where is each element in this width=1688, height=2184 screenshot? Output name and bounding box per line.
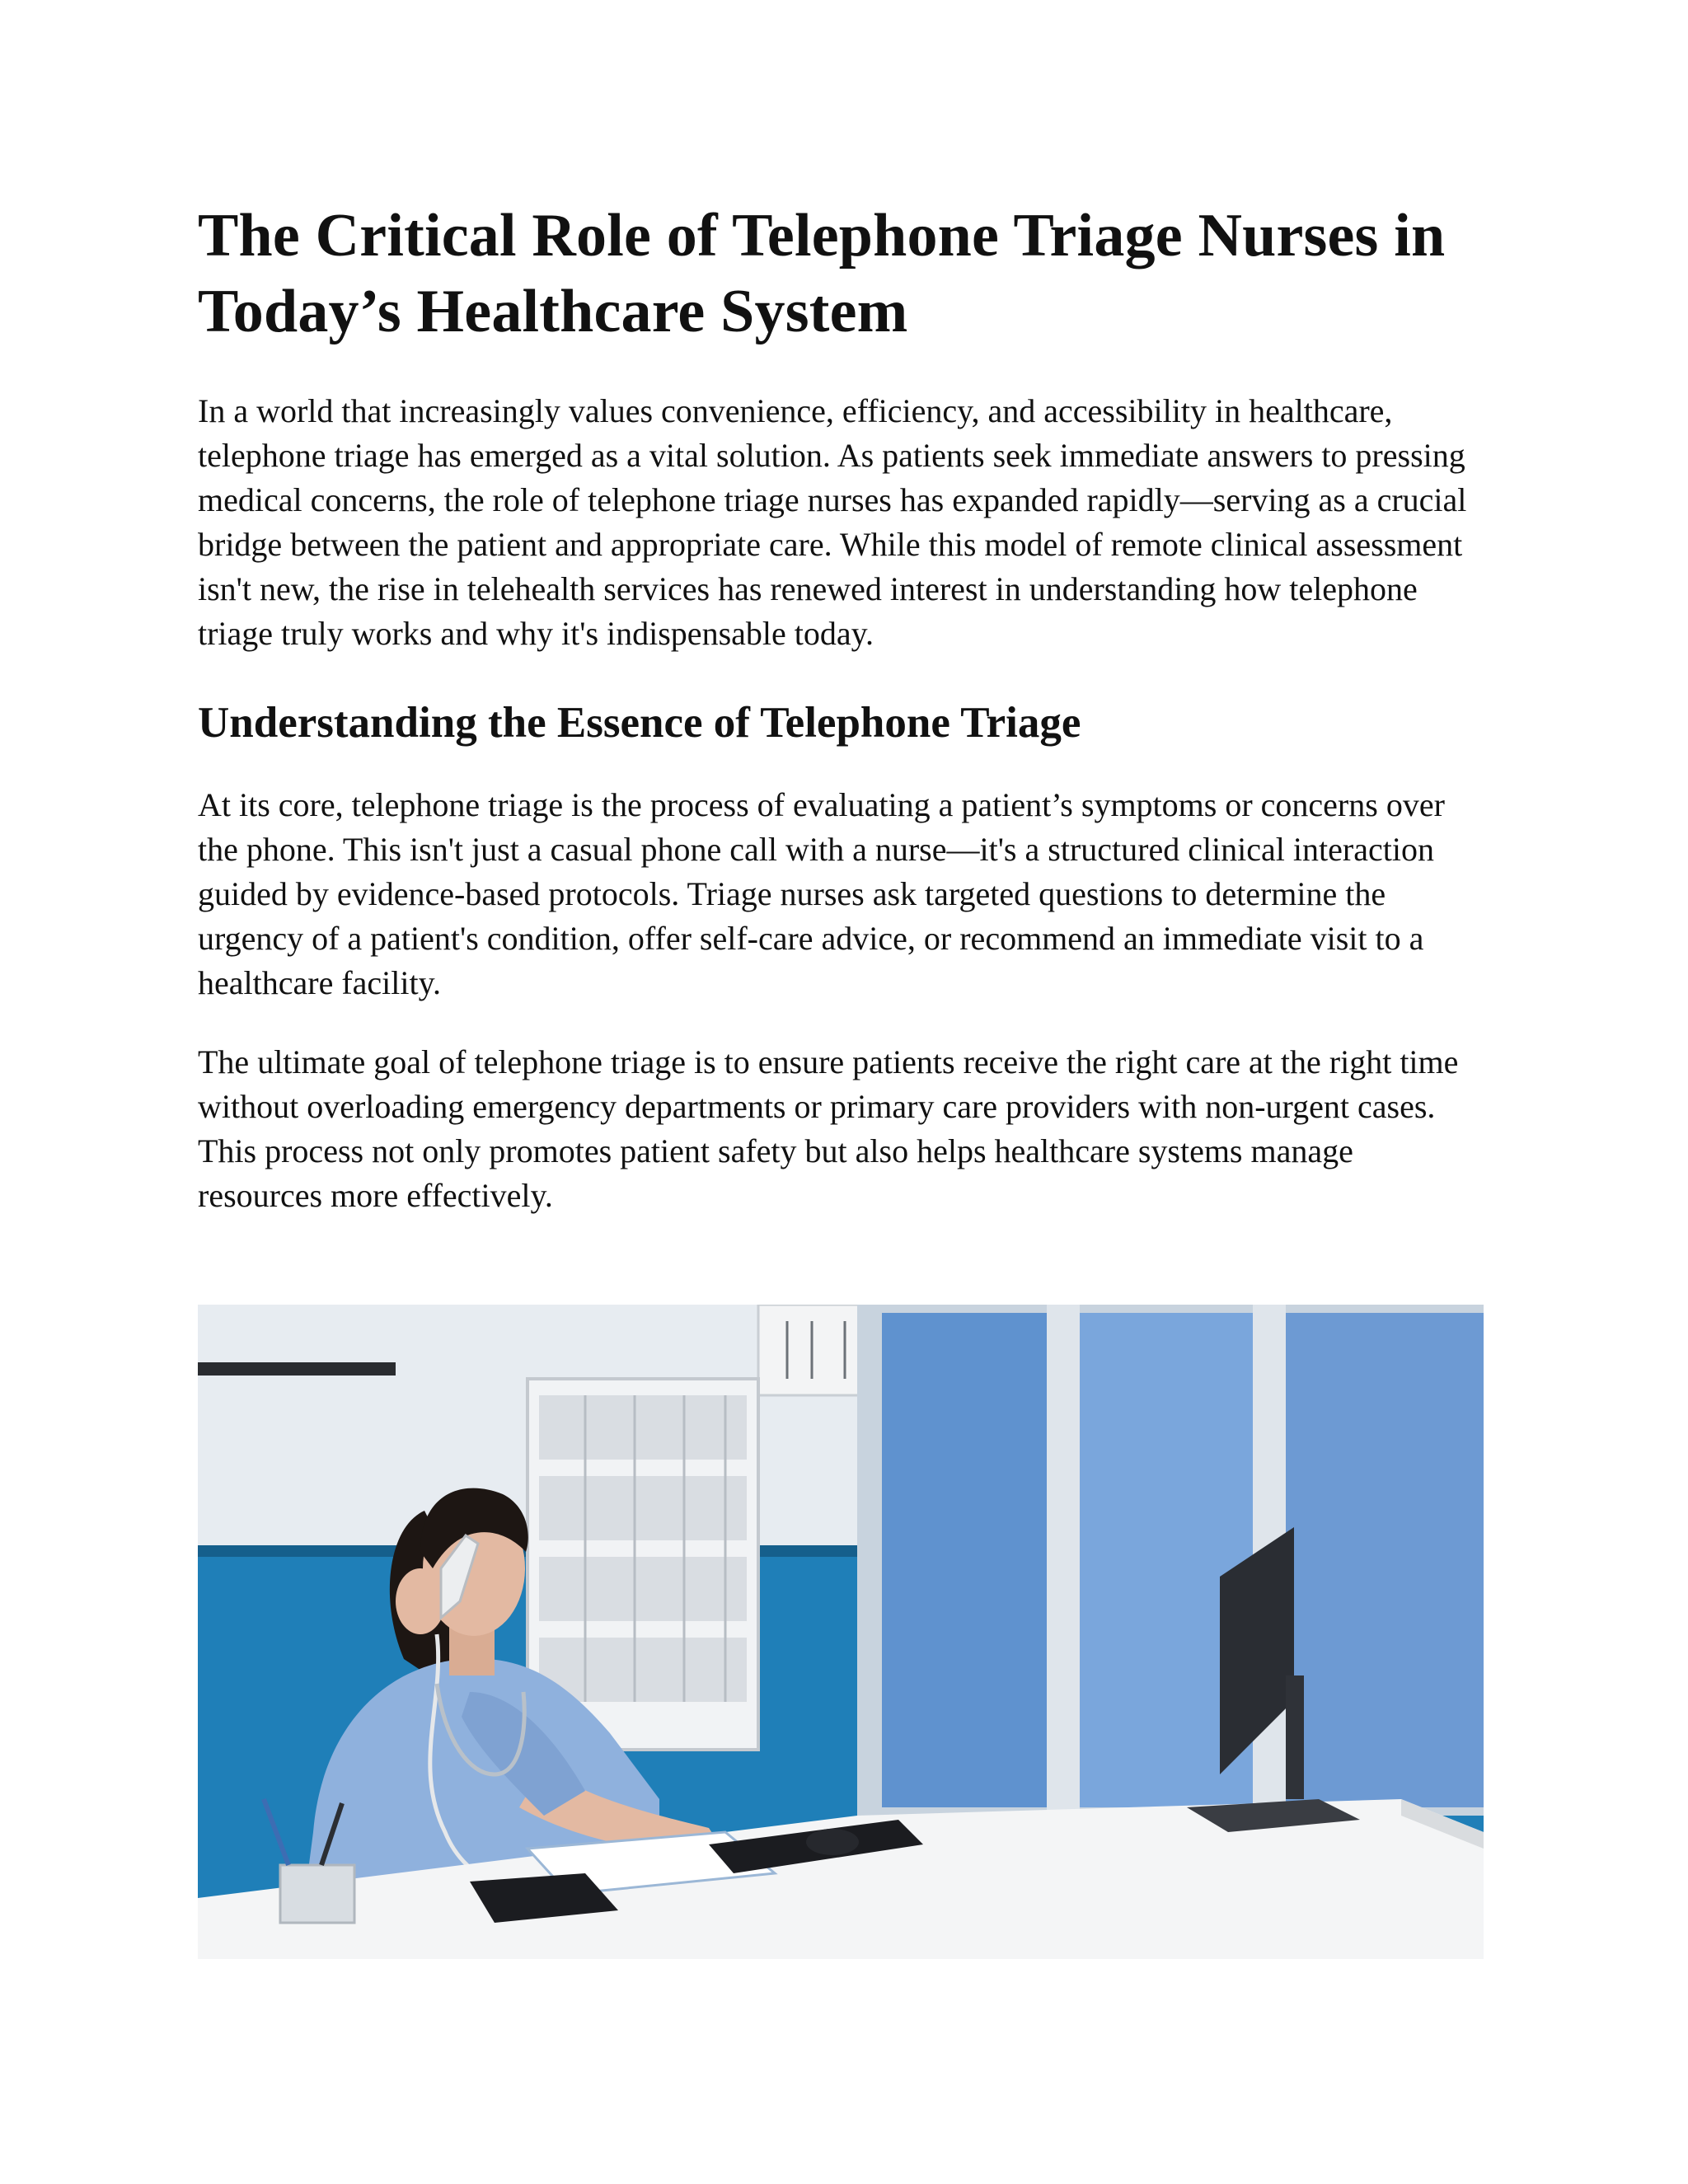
- mouse: [806, 1829, 859, 1855]
- article: [198, 198, 1484, 1218]
- section-heading: Understanding the Essence of Telephone Triage: [198, 699, 1081, 747]
- intro-paragraph: In a world that increasingly values convenience, efficiency, and accessibility in healthcare, telephone triage has emerged as a vital solution. As patients seek immediate answers to pressing medical concerns, the role of telephone triage nurses has expanded rapidly—serving as a crucial bridge between the patient and appropriate care. While this model of remote clinical assessment isn't new, the rise in telehealth services has renewed interest in understanding how telephone triage truly works and why it's indispensable today.: [198, 392, 1467, 652]
- window-pane-3: [1286, 1313, 1484, 1807]
- monitor-stand: [1286, 1675, 1304, 1799]
- article-title: The Critical Role of Telephone Triage Nurses in Today’s Healthcare System: [198, 202, 1446, 345]
- wall-shelf: [198, 1362, 396, 1376]
- pen-holder: [280, 1865, 354, 1923]
- nurse-on-phone-photo: [198, 1305, 1484, 1959]
- photo-illustration: [198, 1305, 1484, 1959]
- body-paragraph-2: The ultimate goal of telephone triage is to ensure patients receive the right care at the right time without overloading emergency departments or primary care providers with non-urgent cases. This process not only promotes patient safety but also helps healthcare systems manage resources more effectively.: [198, 1043, 1459, 1214]
- body-paragraph-1: At its core, telephone triage is the process of evaluating a patient’s symptoms or concerns over the phone. This isn't just a casual phone call with a nurse—it's a structured clinical interaction guided by evidence-based protocols. Triage nurses ask targeted questions to determine the urgency of a patient's condition, offer self-care advice, or recommend an immediate visit to a healthcare facility.: [198, 786, 1445, 1001]
- nurse-hand: [396, 1568, 445, 1634]
- window-pane-1: [882, 1313, 1047, 1807]
